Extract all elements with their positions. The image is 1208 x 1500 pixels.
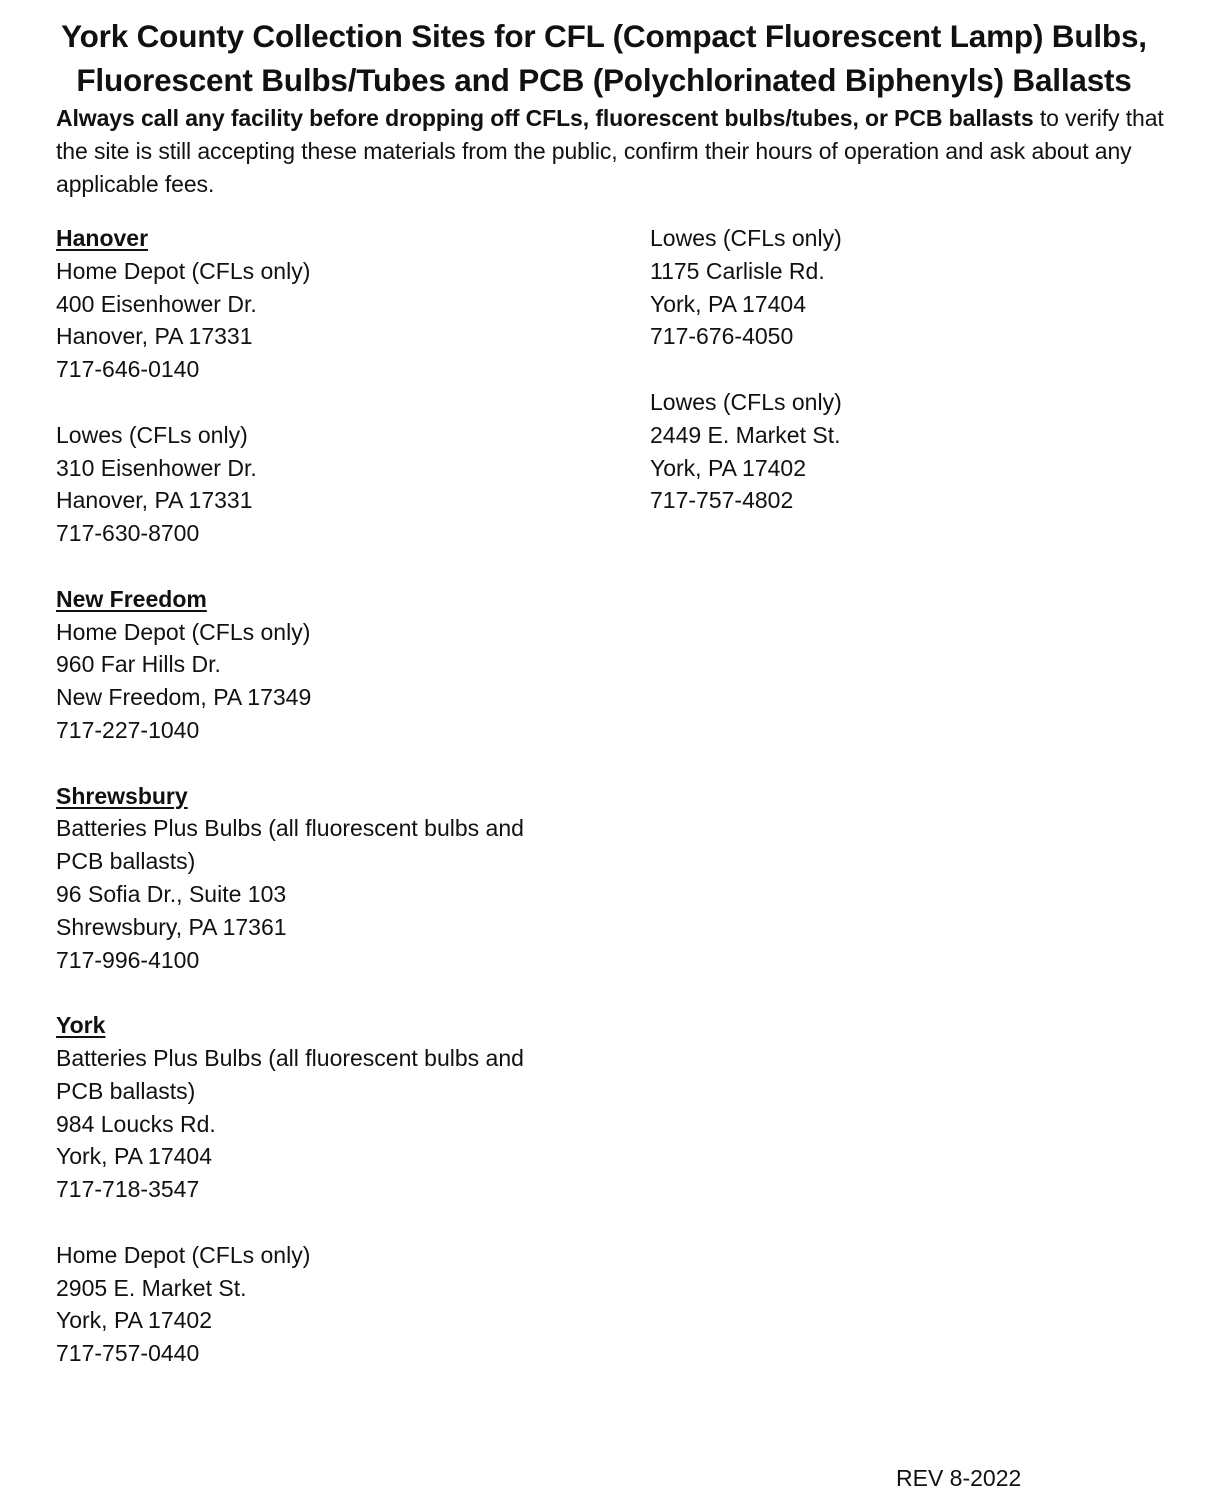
site-name: Home Depot (CFLs only) bbox=[56, 618, 311, 645]
site-phone: 717-757-0440 bbox=[56, 1340, 200, 1367]
site-entry bbox=[56, 1042, 576, 1206]
site-name: Lowes (CFLs only) bbox=[650, 225, 842, 251]
site-city-state: Hanover, PA 17331 bbox=[56, 323, 253, 350]
site-phone: 717-757-4802 bbox=[650, 487, 794, 514]
site-phone: 717-646-0140 bbox=[56, 356, 200, 383]
site-phone: 717-718-3547 bbox=[56, 1176, 200, 1203]
site-phone: 717-630-8700 bbox=[56, 520, 200, 547]
site-phone: 717-676-4050 bbox=[650, 323, 794, 350]
city-heading-york: York bbox=[56, 1012, 106, 1039]
title-line-2: Fluorescent Bulbs/Tubes and PCB (Polychlorinated Biphenyls) Ballasts bbox=[76, 62, 1132, 98]
site-phone: 717-996-4100 bbox=[56, 946, 200, 973]
site-city-state: York, PA 17404 bbox=[56, 1143, 213, 1170]
site-city-state: York, PA 17402 bbox=[650, 454, 807, 481]
site-name: Lowes (CFLs only) bbox=[56, 421, 248, 448]
site-name: Lowes (CFLs only) bbox=[650, 388, 842, 415]
site-street: 96 Sofia Dr., Suite 103 bbox=[56, 880, 287, 907]
site-entry bbox=[56, 255, 576, 386]
site-street: 2449 E. Market St. bbox=[650, 421, 841, 448]
city-heading-new-freedom: New Freedom bbox=[56, 585, 207, 612]
city-heading-hanover: Hanover bbox=[56, 225, 149, 251]
site-city-state: New Freedom, PA 17349 bbox=[56, 684, 312, 711]
title-line-1: York County Collection Sites for CFL (Compact Fluorescent Lamp) Bulbs, bbox=[61, 18, 1147, 54]
site-name: Home Depot (CFLs only) bbox=[56, 257, 311, 284]
site-street: 2905 E. Market St. bbox=[56, 1274, 247, 1301]
site-entry bbox=[56, 616, 576, 747]
right-column bbox=[650, 222, 1170, 550]
site-entry bbox=[56, 419, 576, 550]
site-name: Home Depot (CFLs only) bbox=[56, 1241, 311, 1268]
site-entry bbox=[650, 222, 1170, 353]
site-city-state: York, PA 17404 bbox=[650, 290, 807, 317]
city-group-shrewsbury bbox=[56, 780, 576, 977]
site-phone: 717-227-1040 bbox=[56, 716, 200, 743]
site-street: 1175 Carlisle Rd. bbox=[650, 257, 825, 284]
city-group-hanover bbox=[56, 222, 576, 550]
intro-paragraph bbox=[56, 102, 1176, 201]
city-group-york bbox=[56, 1009, 576, 1370]
city-group-new-freedom bbox=[56, 583, 576, 747]
site-entry bbox=[650, 386, 1170, 517]
intro-rest-text: to verify that the site is still accepting these materials from the public, confirm their hours of operation and ask about any applicable fees. bbox=[56, 105, 1164, 197]
city-heading-shrewsbury: Shrewsbury bbox=[56, 782, 188, 809]
site-city-state: Shrewsbury, PA 17361 bbox=[56, 913, 287, 940]
revision-label: REV 8-2022 bbox=[896, 1465, 1022, 1491]
site-name: Batteries Plus Bulbs (all fluorescent bulbs and PCB ballasts) bbox=[56, 815, 524, 875]
site-city-state: Hanover, PA 17331 bbox=[56, 487, 253, 514]
document-title bbox=[0, 14, 1208, 102]
site-street: 984 Loucks Rd. bbox=[56, 1110, 216, 1137]
site-street: 960 Far Hills Dr. bbox=[56, 651, 221, 678]
site-name: Batteries Plus Bulbs (all fluorescent bulbs and PCB ballasts) bbox=[56, 1044, 524, 1104]
site-entry bbox=[56, 812, 576, 976]
intro-bold-text: Always call any facility before dropping off CFLs, fluorescent bulbs/tubes, or PCB ballasts bbox=[56, 105, 1034, 131]
site-city-state: York, PA 17402 bbox=[56, 1307, 213, 1334]
site-entry bbox=[56, 1239, 576, 1370]
site-street: 400 Eisenhower Dr. bbox=[56, 290, 257, 317]
site-street: 310 Eisenhower Dr. bbox=[56, 454, 257, 481]
left-column bbox=[56, 222, 576, 1403]
